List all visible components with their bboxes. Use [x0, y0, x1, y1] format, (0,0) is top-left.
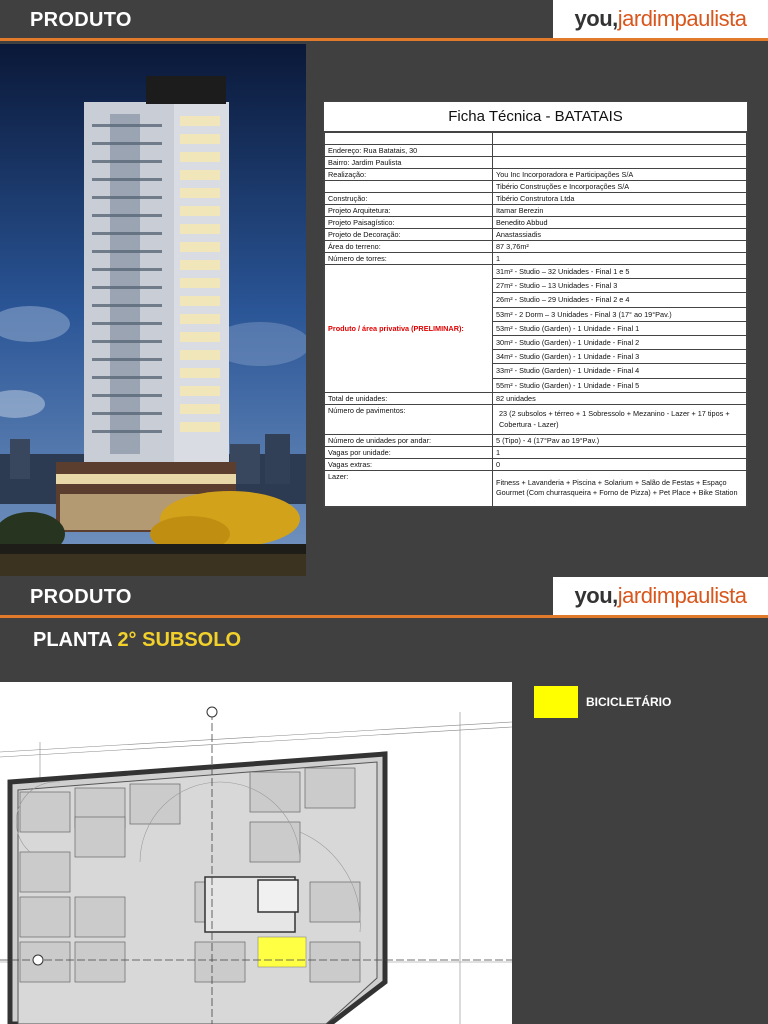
- total-value: 82 unidades: [493, 392, 747, 404]
- table-row: [325, 446, 747, 458]
- row-value: You Inc Incorporadora e Participações S/A: [493, 169, 747, 181]
- row-value: Tibério Construções e Incorporações S/A: [493, 181, 747, 193]
- logo-jardimpaulista: jardimpaulista: [617, 6, 747, 31]
- planta-level: 2° SUBSOLO: [117, 629, 242, 651]
- produto-item: 55m² - Studio (Garden) - 1 Unidade - Final 5: [493, 378, 747, 392]
- pavimentos-label: Número de pavimentos:: [325, 404, 493, 434]
- table-row: [325, 458, 747, 470]
- row-value: Benedito Abbud: [493, 217, 747, 229]
- row-label: Construção:: [325, 193, 493, 205]
- table-row: [325, 193, 747, 205]
- produto-item: 53m² - Studio (Garden) - 1 Unidade - Final 1: [493, 321, 747, 335]
- total-label: Total de unidades:: [325, 392, 493, 404]
- table-row: [325, 217, 747, 229]
- row-value: [493, 145, 747, 157]
- pavimentos-value: 23 (2 subsolos + térreo + 1 Sobressolo + Mezanino - Lazer + 17 tipos + Cobertura - Lazer): [493, 404, 747, 434]
- row-label: Vagas extras:: [325, 458, 493, 470]
- produto-item: 31m² - Studio – 32 Unidades - Final 1 e 5: [493, 265, 747, 279]
- table-row: [325, 145, 747, 157]
- row-label: Projeto Arquitetura:: [325, 205, 493, 217]
- row-value: Anastassiadis: [493, 229, 747, 241]
- building-render-image: [0, 44, 306, 576]
- ficha-table: [324, 132, 747, 507]
- floor-plan-image: [0, 682, 512, 1024]
- table-row: [325, 229, 747, 241]
- bicicletario-legend-label: BICICLETÁRIO: [586, 695, 672, 709]
- table-row: [325, 392, 747, 404]
- row-value: 5 (Tipo) - 4 (17°Pav ao 19°Pav.): [493, 434, 747, 446]
- row-value: [493, 157, 747, 169]
- row-value: Itamar Berezin: [493, 205, 747, 217]
- row-label: Vagas por unidade:: [325, 446, 493, 458]
- table-row: [325, 253, 747, 265]
- row-label: Número de unidades por andar:: [325, 434, 493, 446]
- row-value: 0: [493, 458, 747, 470]
- row-value: 87 3,76m²: [493, 241, 747, 253]
- produto-item: 34m² - Studio (Garden) - 1 Unidade - Final 3: [493, 350, 747, 364]
- table-row: [325, 404, 747, 434]
- table-row: [325, 169, 747, 181]
- table-row: [325, 205, 747, 217]
- ficha-title: Ficha Técnica - BATATAIS: [324, 102, 747, 132]
- row-label: Projeto de Decoração:: [325, 229, 493, 241]
- table-row: [325, 157, 747, 169]
- lazer-value: Fitness + Lavanderia + Piscina + Solarium + Salão de Festas + Espaço Gourmet (Com churrasqueira + Forno de Pizza) + Pet Place + Bike Station: [493, 470, 747, 506]
- planta-label: PLANTA: [33, 629, 118, 651]
- brand-logo: [553, 0, 768, 38]
- row-value: [493, 133, 747, 145]
- ficha-tecnica-table: [323, 101, 748, 508]
- row-value: 1: [493, 446, 747, 458]
- slide-planta-subsolo: [0, 577, 768, 1024]
- produto-label: Produto / área privativa (PRELIMINAR):: [325, 265, 493, 393]
- logo-you: you,: [574, 583, 618, 608]
- slide-title: PRODUTO: [30, 9, 132, 31]
- lazer-label: Lazer:: [325, 470, 493, 506]
- table-row: [325, 265, 747, 279]
- brand-logo: [553, 577, 768, 615]
- row-label: [325, 133, 493, 145]
- logo-jardimpaulista: jardimpaulista: [617, 583, 747, 608]
- row-label: Endereço: Rua Batatais, 30: [325, 145, 493, 157]
- row-label: Número de torres:: [325, 253, 493, 265]
- produto-item: 33m² - Studio (Garden) - 1 Unidade - Final 4: [493, 364, 747, 378]
- table-row: [325, 434, 747, 446]
- row-label: Projeto Paisagístico:: [325, 217, 493, 229]
- accent-divider: [0, 615, 768, 618]
- planta-title: [33, 629, 241, 652]
- bicicletario-legend-swatch: [534, 686, 578, 718]
- row-label: Realização:: [325, 169, 493, 181]
- row-value: Tibério Construtora Ltda: [493, 193, 747, 205]
- produto-item: 30m² - Studio (Garden) - 1 Unidade - Final 2: [493, 335, 747, 349]
- row-label: Área do terreno:: [325, 241, 493, 253]
- row-value: 1: [493, 253, 747, 265]
- table-row: [325, 181, 747, 193]
- produto-item: 53m² - 2 Dorm – 3 Unidades - Final 3 (17° ao 19°Pav.): [493, 307, 747, 321]
- table-row: [325, 241, 747, 253]
- table-row: [325, 133, 747, 145]
- table-row: [325, 470, 747, 506]
- slide-title: PRODUTO: [30, 586, 132, 608]
- row-label: Bairro: Jardim Paulista: [325, 157, 493, 169]
- row-label: [325, 181, 493, 193]
- accent-divider: [0, 38, 768, 41]
- logo-you: you,: [574, 6, 618, 31]
- produto-item: 27m² - Studio – 13 Unidades - Final 3: [493, 279, 747, 293]
- produto-item: 26m² - Studio – 29 Unidades - Final 2 e 4: [493, 293, 747, 307]
